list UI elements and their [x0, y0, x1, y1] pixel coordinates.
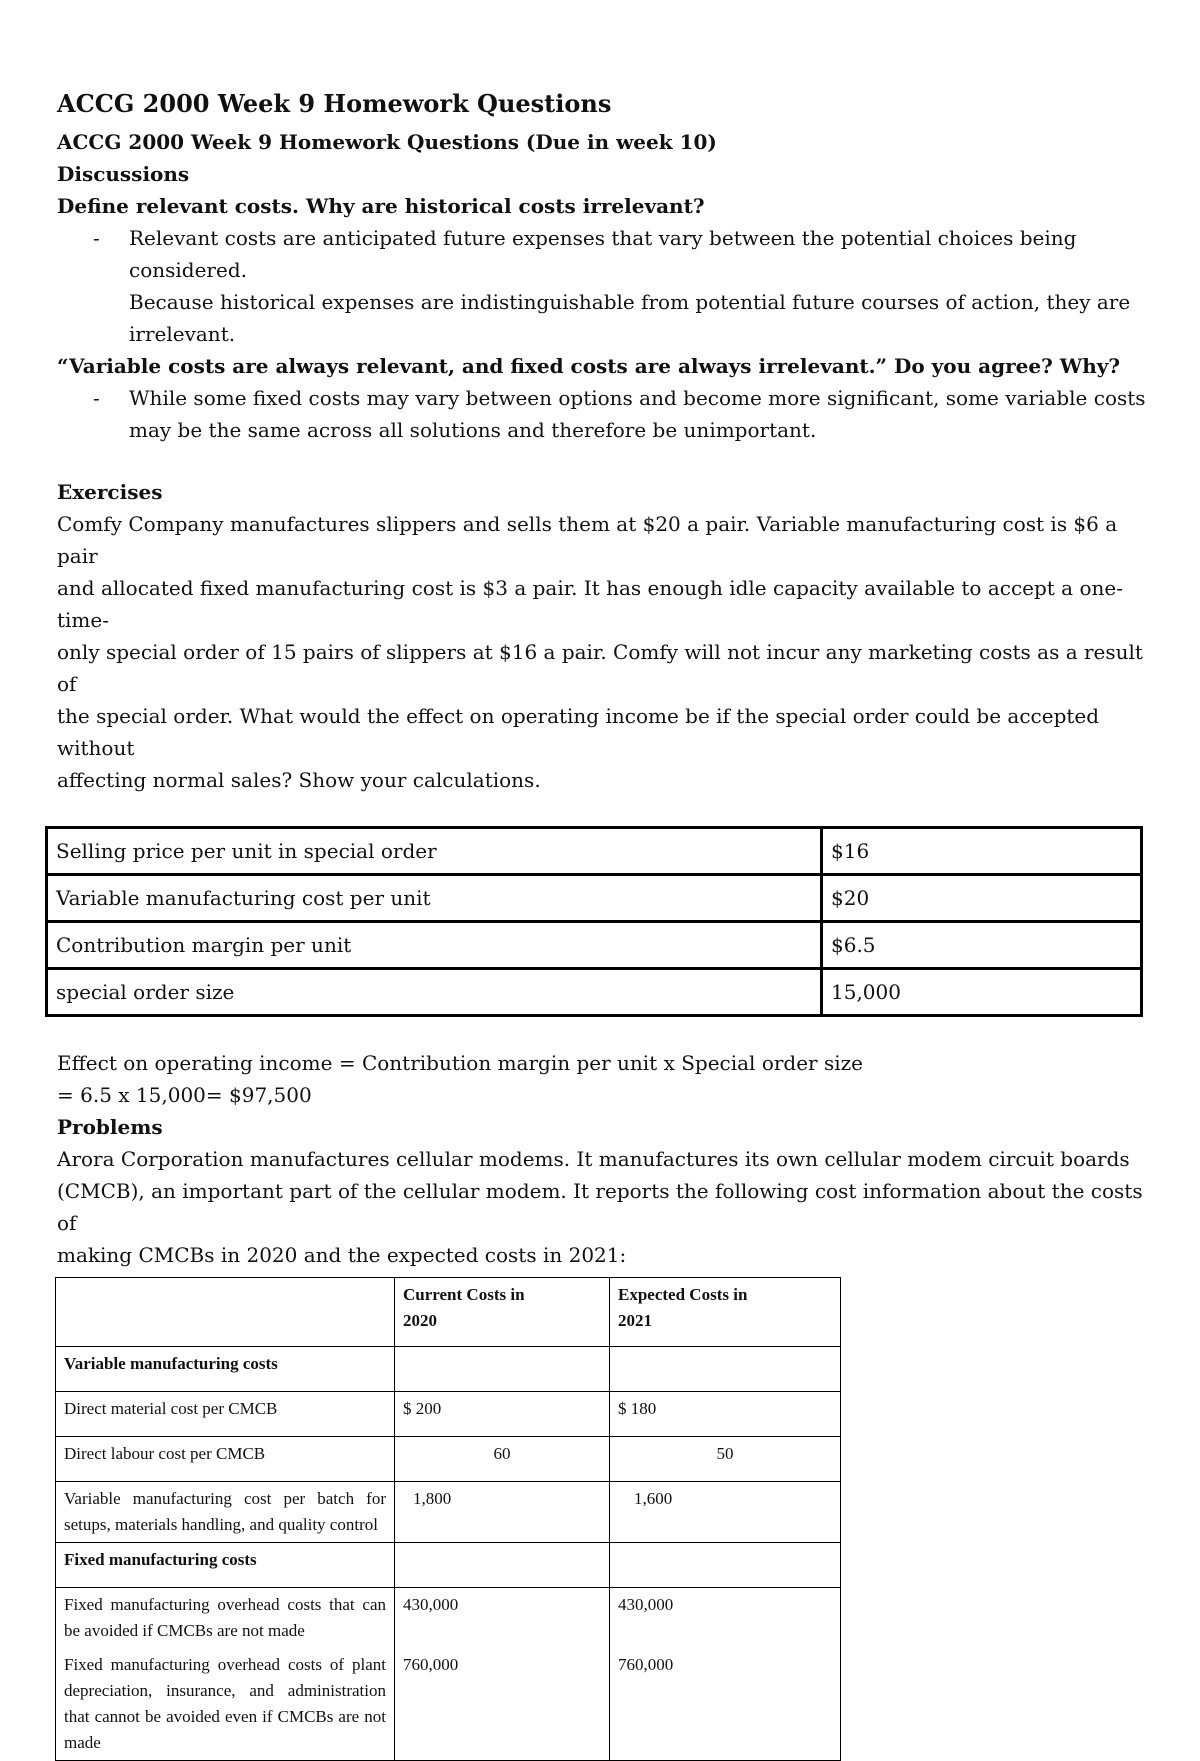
row-label: special order size [47, 969, 822, 1016]
table-row [47, 969, 1142, 1016]
row-label: Direct material cost per CMCB [56, 1392, 395, 1437]
value-2020: 760,000 [395, 1648, 610, 1761]
value-2020: 1,800 [395, 1482, 610, 1543]
row-label: Direct labour cost per CMCB [56, 1437, 395, 1482]
row-label: Fixed manufacturing overhead costs that can be avoided if CMCBs are not made [56, 1588, 395, 1649]
value-2021: $ 180 [610, 1392, 841, 1437]
document-title: ACCG 2000 Week 9 Homework Questions [57, 89, 612, 118]
answer-1-line-1: Relevant costs are anticipated future expenses that vary between the potential choices being considered. [129, 226, 1077, 282]
column-header-2020: Current Costs in 2020 [395, 1278, 610, 1347]
row-value: $16 [822, 828, 1142, 875]
answer-1-line-2: Because historical expenses are indistinguishable from potential future courses of action, they are [129, 290, 1131, 314]
exercise-text [57, 508, 1145, 796]
row-label: Variable manufacturing cost per batch for setups, materials handling, and quality control [56, 1482, 395, 1543]
problem-line: making CMCBs in 2020 and the expected costs in 2021: [57, 1243, 627, 1267]
row-label: Variable manufacturing cost per unit [47, 875, 822, 922]
row-label: Contribution margin per unit [47, 922, 822, 969]
row-label: Selling price per unit in special order [47, 828, 822, 875]
discussions-heading: Discussions [57, 162, 190, 186]
value-2021: 1,600 [610, 1482, 841, 1543]
discussion-question-2: “Variable costs are always relevant, and fixed costs are always irrelevant.” Do you agree? Why? [57, 354, 1121, 378]
table-row [56, 1392, 841, 1437]
problem-text [57, 1143, 1145, 1271]
table-row [56, 1588, 841, 1649]
bullet-dash: - [93, 226, 100, 250]
answer-2-line-2: may be the same across all solutions and therefore be unimportant. [129, 418, 817, 442]
discussion-answer-2 [57, 382, 1147, 446]
value-2020: $ 200 [395, 1392, 610, 1437]
value-2021: 760,000 [610, 1648, 841, 1761]
answer-2-line-1: While some fixed costs may vary between options and become more significant, some variable costs [129, 386, 1146, 410]
answer-1-line-3: irrelevant. [129, 322, 236, 346]
value-2021: 430,000 [610, 1588, 841, 1649]
effect-calculation: = 6.5 x 15,000= $97,500 [57, 1083, 312, 1107]
bullet-dash: - [93, 386, 100, 410]
table-row [47, 875, 1142, 922]
section-heading-fixed: Fixed manufacturing costs [56, 1543, 395, 1588]
table-header-row [56, 1278, 841, 1347]
cmcb-cost-table [55, 1277, 841, 1761]
table-row [56, 1543, 841, 1588]
row-value: $6.5 [822, 922, 1142, 969]
value-2021: 50 [610, 1437, 841, 1482]
table-row [47, 828, 1142, 875]
exercise-line: and allocated fixed manufacturing cost is $3 a pair. It has enough idle capacity available to accept a one-time- [57, 576, 1123, 632]
value-2020: 430,000 [395, 1588, 610, 1649]
exercise-line: only special order of 15 pairs of slippers at $16 a pair. Comfy will not incur any marketing costs as a result of [57, 640, 1143, 696]
problem-line: (CMCB), an important part of the cellular modem. It reports the following cost information about the costs of [57, 1179, 1143, 1235]
problem-line: Arora Corporation manufactures cellular modems. It manufactures its own cellular modem circuit boards [57, 1147, 1130, 1171]
value-2020: 60 [395, 1437, 610, 1482]
table-row [56, 1482, 841, 1543]
document-subtitle: ACCG 2000 Week 9 Homework Questions (Due in week 10) [57, 130, 717, 154]
effect-formula: Effect on operating income = Contribution margin per unit x Special order size [57, 1051, 864, 1075]
discussion-answer-1 [57, 222, 1147, 350]
table-row [56, 1437, 841, 1482]
problems-heading: Problems [57, 1115, 163, 1139]
table-row [56, 1648, 841, 1761]
table-row [56, 1347, 841, 1392]
column-header-2021: Expected Costs in 2021 [610, 1278, 841, 1347]
table-row [47, 922, 1142, 969]
row-value: $20 [822, 875, 1142, 922]
row-value: 15,000 [822, 969, 1142, 1016]
row-label: Fixed manufacturing overhead costs of plant depreciation, insurance, and administration that cannot be avoided even if CMCBs are not made [56, 1648, 395, 1761]
document-page [57, 88, 1147, 1761]
exercise-line: affecting normal sales? Show your calculations. [57, 768, 541, 792]
exercises-heading: Exercises [57, 480, 163, 504]
exercise-line: Comfy Company manufactures slippers and sells them at $20 a pair. Variable manufacturing cost is $6 a pair [57, 512, 1118, 568]
exercise-line: the special order. What would the effect on operating income be if the special order could be accepted without [57, 704, 1100, 760]
section-heading-variable: Variable manufacturing costs [56, 1347, 395, 1392]
discussion-question-1: Define relevant costs. Why are historical costs irrelevant? [57, 194, 705, 218]
special-order-table [45, 826, 1143, 1017]
